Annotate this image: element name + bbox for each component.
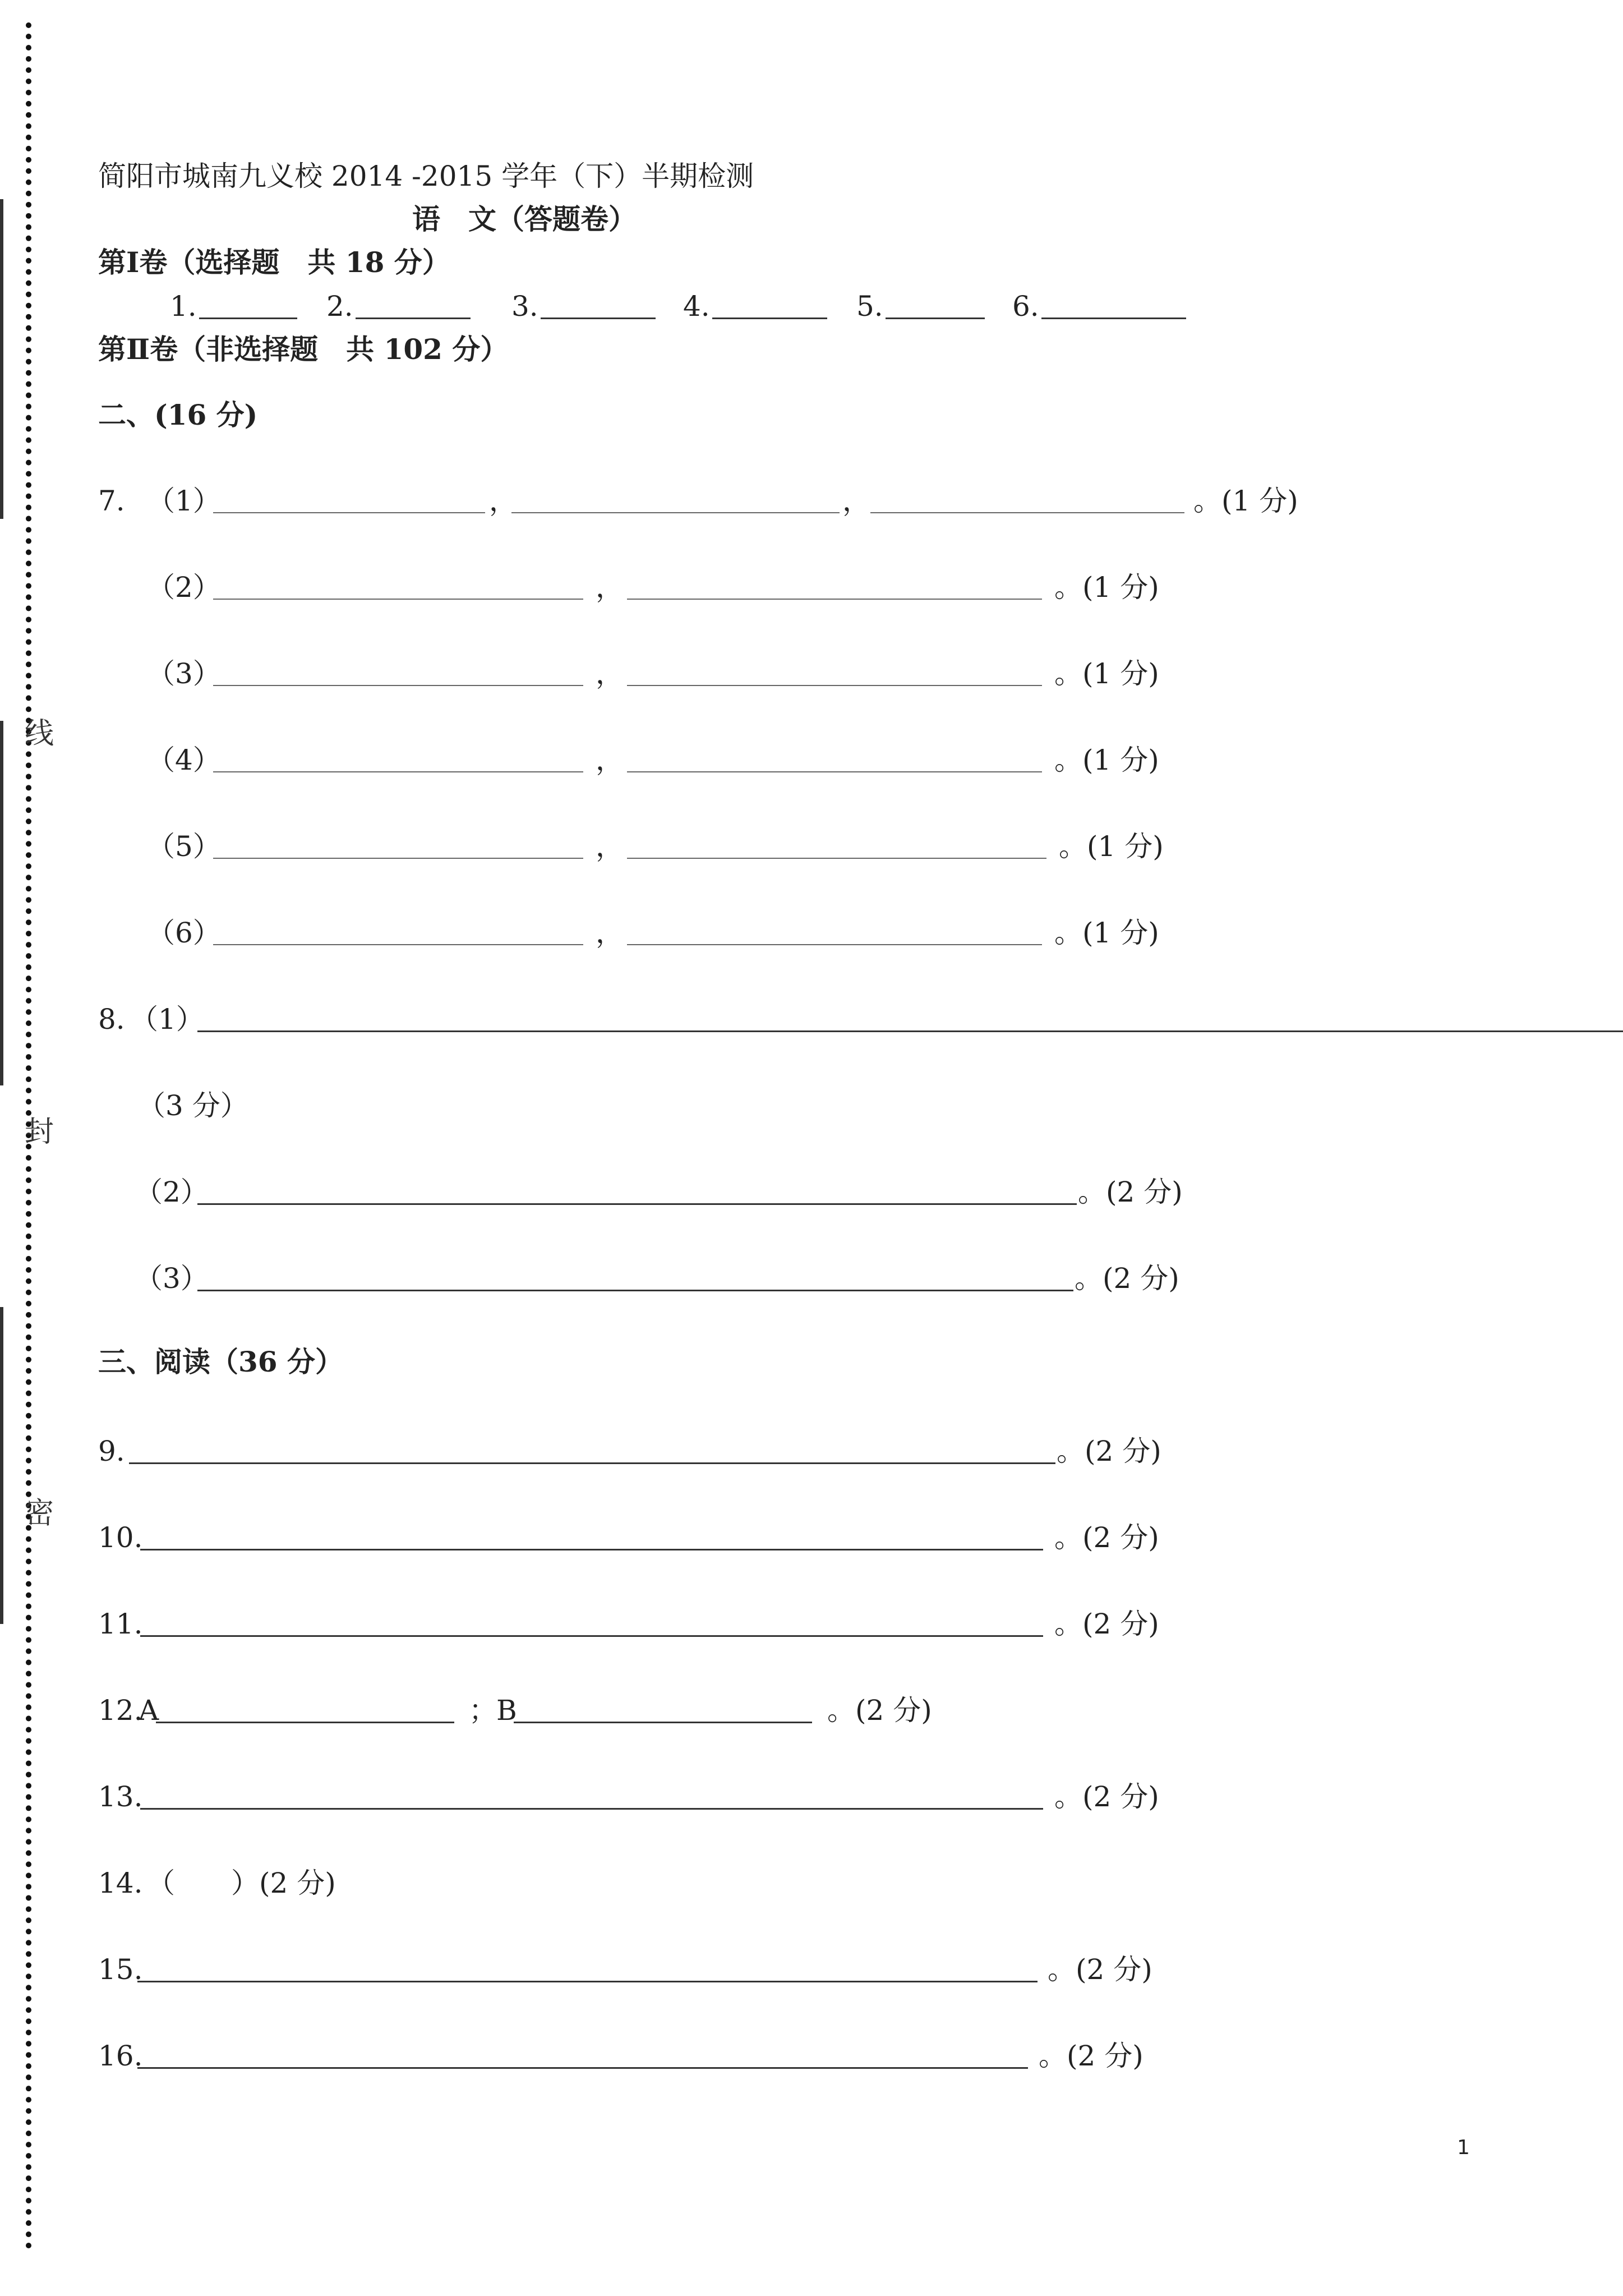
q7-3-comma: ， (596, 657, 624, 690)
q16-number: 16. (98, 2040, 143, 2072)
section-3-heading: 三、阅读（36 分） (98, 1345, 343, 1378)
q14-answer-bracket[interactable]: （ ）(2 分) (147, 1867, 336, 1899)
binding-field-line (0, 199, 3, 519)
q8-3-label: （3） (135, 1262, 209, 1295)
choice-label-2: 2. (326, 290, 353, 323)
q7-3-score: 。(1 分) (1054, 657, 1159, 690)
choice-label-5: 5. (856, 290, 883, 323)
q7-5-label: （5） (147, 830, 221, 863)
q10-number: 10. (98, 1521, 143, 1554)
q8-1-label: （1） (130, 1003, 204, 1036)
q8-1-answer-line[interactable] (197, 1030, 1623, 1032)
page-number: 1 (1457, 2136, 1470, 2159)
q8-number: 8. (98, 1003, 125, 1036)
q12-b-answer-line[interactable] (514, 1722, 812, 1723)
q16-answer-line[interactable] (137, 2067, 1028, 2069)
q8-2-score: 。(2 分) (1078, 1176, 1183, 1208)
q7-5-blank-b[interactable] (627, 858, 1046, 859)
choice-answer-line-3[interactable] (541, 318, 656, 319)
q7-3-label: （3） (147, 657, 221, 690)
binding-char-xian: 线 (25, 717, 54, 751)
q12-separator: ； (469, 1694, 497, 1727)
q7-2-label: （2） (147, 571, 221, 604)
q7-1-score: 。(1 分) (1193, 485, 1298, 517)
q15-number: 15. (98, 1953, 143, 1986)
q7-4-score: 。(1 分) (1054, 744, 1159, 776)
choice-label-1: 1. (170, 290, 197, 323)
q7-1-label: （1） (147, 485, 221, 517)
q7-6-blank-a[interactable] (213, 944, 583, 945)
section-2-heading: 二、(16 分) (98, 398, 258, 431)
choice-answer-line-2[interactable] (356, 318, 471, 319)
choice-label-6: 6. (1012, 290, 1039, 323)
q7-5-score: 。(1 分) (1059, 830, 1164, 863)
q11-answer-line[interactable] (140, 1635, 1043, 1637)
choice-answer-line-4[interactable] (712, 318, 827, 319)
q8-1-score: （3 分） (137, 1089, 248, 1122)
q7-1-comma-a: ， (489, 485, 517, 517)
choice-answer-line-5[interactable] (886, 318, 985, 319)
q12-score: 。(2 分) (827, 1694, 932, 1727)
q12-a-answer-line[interactable] (156, 1722, 454, 1723)
q7-2-comma: ， (596, 571, 624, 604)
q7-1-comma-b: ， (842, 485, 870, 517)
q7-3-blank-a[interactable] (213, 685, 583, 686)
q16-score: 。(2 分) (1039, 2040, 1144, 2072)
q13-score: 。(2 分) (1054, 1780, 1159, 1813)
choice-label-4: 4. (683, 290, 710, 323)
choice-label-3: 3. (511, 290, 538, 323)
q7-4-label: （4） (147, 744, 221, 776)
q8-2-label: （2） (135, 1176, 209, 1208)
q7-4-blank-a[interactable] (213, 771, 583, 772)
q9-answer-line[interactable] (129, 1462, 1055, 1464)
q11-score: 。(2 分) (1054, 1608, 1159, 1640)
binding-char-feng: 封 (25, 1115, 54, 1149)
q14-number: 14. (98, 1867, 143, 1899)
binding-field-line (0, 721, 3, 1085)
q9-number: 9. (98, 1435, 125, 1467)
q9-score: 。(2 分) (1057, 1435, 1161, 1467)
binding-char-mi: 密 (25, 1497, 54, 1530)
q12-a-label: A (139, 1694, 159, 1727)
q15-score: 。(2 分) (1048, 1953, 1152, 1986)
part1-title: 第Ⅰ卷（选择题 共 18 分） (98, 246, 450, 279)
q7-5-blank-a[interactable] (213, 858, 583, 859)
q7-1-blank-b[interactable] (511, 512, 840, 513)
q7-4-blank-b[interactable] (627, 771, 1042, 772)
q7-1-blank-c[interactable] (870, 512, 1184, 513)
q7-3-blank-b[interactable] (627, 685, 1042, 686)
q7-6-score: 。(1 分) (1054, 917, 1159, 949)
choice-answer-line-6[interactable] (1041, 318, 1186, 319)
choice-answer-line-1[interactable] (199, 318, 297, 319)
q7-6-label: （6） (147, 917, 221, 949)
q15-answer-line[interactable] (137, 1981, 1038, 1982)
q13-number: 13. (98, 1780, 143, 1813)
subject-title: 语 文（答题卷） (412, 203, 637, 236)
school-title: 简阳市城南九义校 2014 -2015 学年（下）半期检测 (98, 160, 754, 192)
q12-number: 12. (98, 1694, 143, 1727)
q12-b-label: B (496, 1694, 517, 1727)
q11-number: 11. (98, 1608, 143, 1640)
part2-title: 第Ⅱ卷（非选择题 共 102 分） (98, 333, 509, 366)
q7-2-blank-b[interactable] (627, 599, 1042, 600)
q10-score: 。(2 分) (1054, 1521, 1159, 1554)
q10-answer-line[interactable] (140, 1549, 1043, 1550)
q8-3-answer-line[interactable] (197, 1290, 1073, 1291)
q13-answer-line[interactable] (140, 1808, 1043, 1810)
q7-6-comma: ， (596, 917, 624, 949)
q7-5-comma: ， (596, 830, 624, 863)
q7-6-blank-b[interactable] (627, 944, 1042, 945)
q8-3-score: 。(2 分) (1075, 1262, 1179, 1295)
q7-4-comma: ， (596, 744, 624, 776)
q7-2-score: 。(1 分) (1054, 571, 1159, 604)
q7-2-blank-a[interactable] (213, 599, 583, 600)
q7-number: 7. (98, 485, 125, 517)
q7-1-blank-a[interactable] (213, 512, 485, 513)
q8-2-answer-line[interactable] (197, 1203, 1077, 1205)
binding-field-line (0, 1307, 3, 1624)
